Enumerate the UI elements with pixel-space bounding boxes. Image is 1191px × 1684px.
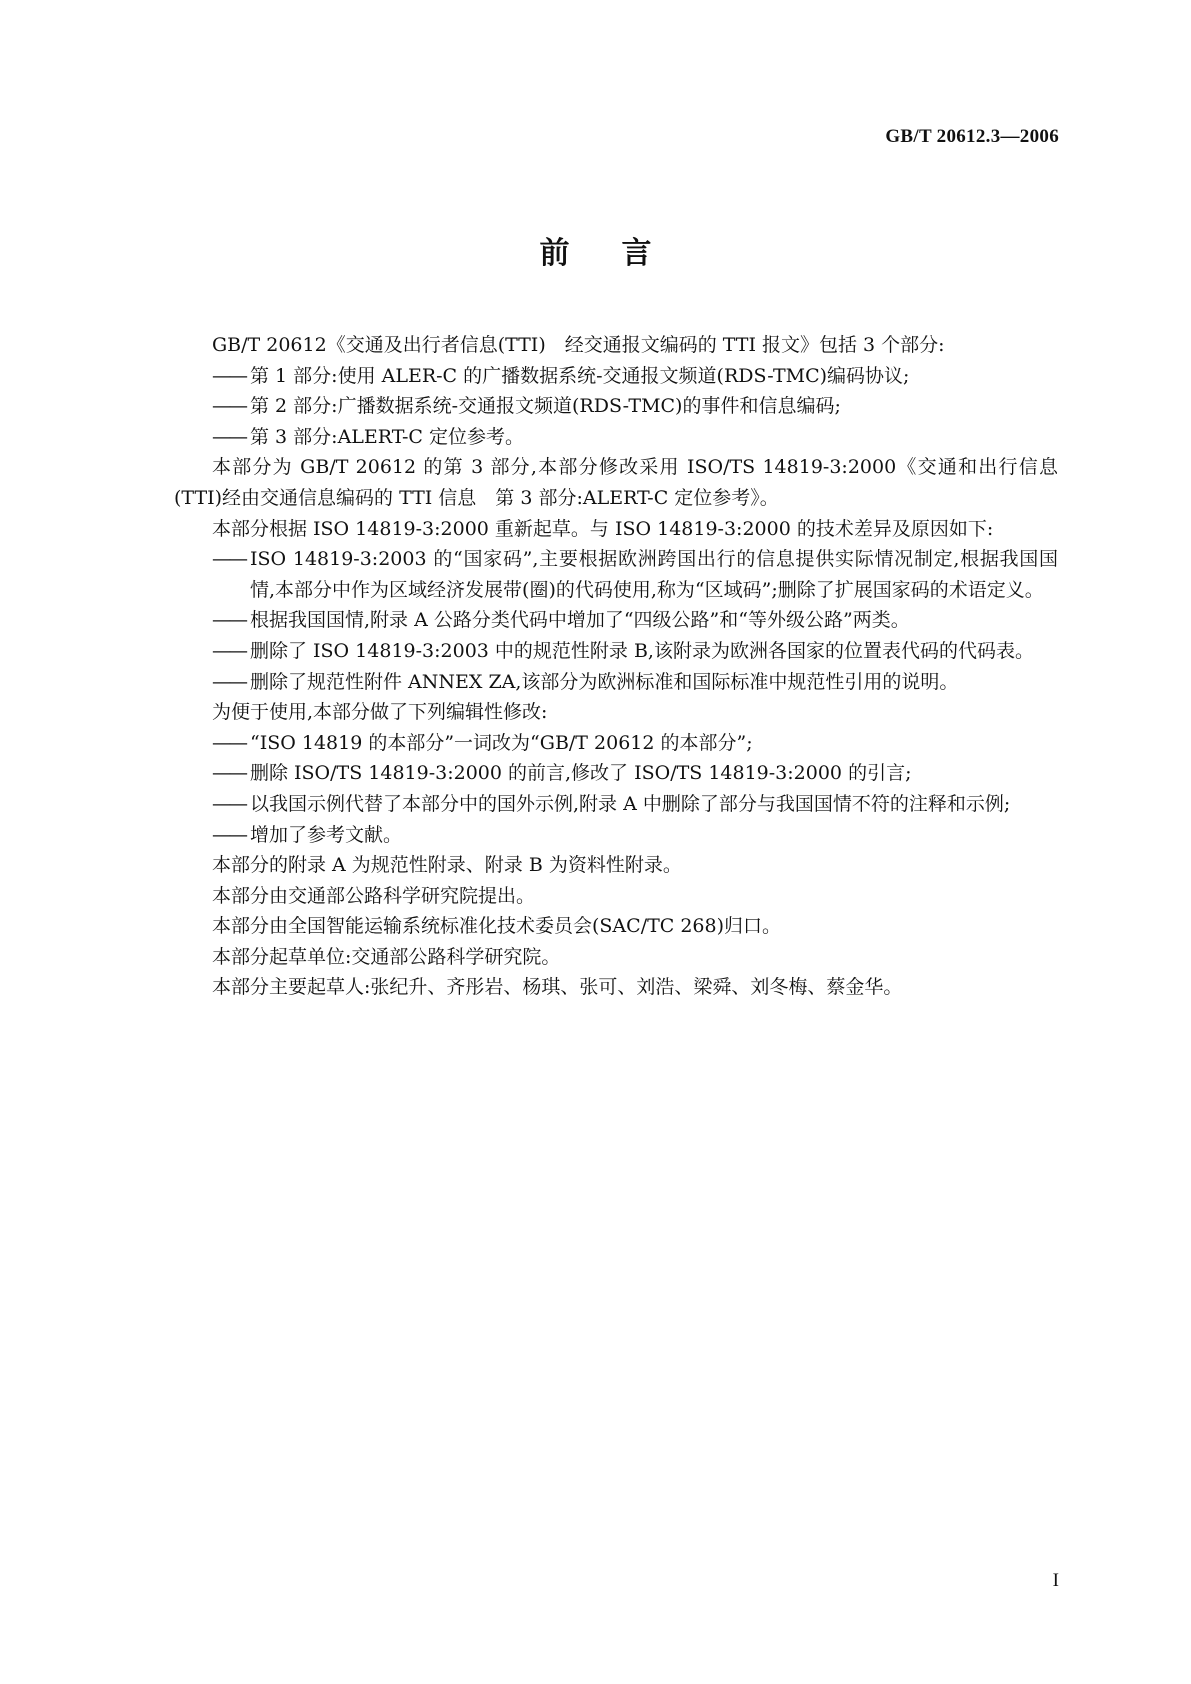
dash-marker: ——: [212, 639, 246, 662]
paragraph: [174, 697, 1058, 728]
paragraph-text: 为便于使用,本部分做了下列编辑性修改:: [212, 701, 548, 724]
dash-marker: ——: [212, 609, 246, 632]
standard-number: GB/T 20612.3—2006: [885, 126, 1059, 147]
paragraph: [174, 850, 1058, 881]
list-item: [174, 667, 1058, 698]
list-item: [174, 758, 1058, 789]
dash-marker: ——: [212, 792, 246, 815]
paragraph-text: 删除 ISO/TS 14819-3:2000 的前言,修改了 ISO/TS 14819-3:2000 的引言;: [250, 762, 912, 785]
paragraph-text: 删除了规范性附件 ANNEX ZA,该部分为欧洲标准和国际标准中规范性引用的说明。: [250, 670, 959, 693]
paragraph-text: 本部分起草单位:交通部公路科学研究院。: [212, 945, 561, 968]
list-item: [174, 728, 1058, 759]
dash-marker: ——: [212, 823, 246, 846]
paragraph: [174, 452, 1058, 513]
dash-marker: ——: [212, 670, 246, 693]
page-title: 前言: [539, 236, 704, 271]
paragraph-text: 本部分根据 ISO 14819-3:2000 重新起草。与 ISO 14819-3:2000 的技术差异及原因如下:: [212, 517, 994, 540]
list-item: [174, 789, 1058, 820]
list-item: [174, 544, 1058, 605]
dash-marker: ——: [212, 425, 246, 448]
dash-marker: ——: [212, 395, 246, 418]
paragraph-text: 第 1 部分:使用 ALER-C 的广播数据系统-交通报文频道(RDS-TMC)编码协议;: [250, 364, 910, 387]
paragraph-text: GB/T 20612《交通及出行者信息(TTI) 经交通报文编码的 TTI 报文》包括 3 个部分:: [212, 334, 945, 356]
paragraph-text: 第 2 部分:广播数据系统-交通报文频道(RDS-TMC)的事件和信息编码;: [250, 395, 841, 418]
paragraph-text: 删除了 ISO 14819-3:2003 中的规范性附录 B,该附录为欧洲各国家的位置表代码的代码表。: [250, 639, 1034, 662]
paragraph-text: 第 3 部分:ALERT-C 定位参考。: [250, 425, 524, 448]
paragraph: [174, 942, 1058, 973]
list-item: [174, 605, 1058, 636]
list-item: [174, 391, 1058, 422]
paragraph: [174, 881, 1058, 912]
paragraph-text: 增加了参考文献。: [250, 823, 403, 846]
paragraph-text: 本部分的附录 A 为规范性附录、附录 B 为资料性附录。: [212, 854, 682, 877]
dash-marker: ——: [212, 364, 246, 387]
paragraph: [174, 972, 1058, 1003]
paragraph-text: ISO 14819-3:2003 的“国家码”,主要根据欧洲跨国出行的信息提供实际情况制定,根据我国国情,本部分中作为区域经济发展带(圈)的代码使用,称为“区域码”;删除了扩展国家码的术语定义。: [250, 548, 1058, 601]
paragraph: [174, 514, 1058, 545]
foreword-body: [174, 330, 1058, 1003]
paragraph: [174, 330, 1058, 361]
paragraph: [174, 911, 1058, 942]
paragraph-text: 本部分为 GB/T 20612 的第 3 部分,本部分修改采用 ISO/TS 14819-3:2000《交通和出行信息(TTI)经由交通信息编码的 TTI 信息 第 3 部分:ALERT-C 定位参考》。: [174, 456, 1058, 509]
list-item: [174, 422, 1058, 453]
dash-marker: ——: [212, 731, 246, 754]
paragraph-text: 本部分由交通部公路科学研究院提出。: [212, 884, 536, 907]
paragraph-text: 本部分主要起草人:张纪升、齐彤岩、杨琪、张可、刘浩、梁舜、刘冬梅、蔡金华。: [212, 976, 903, 999]
paragraph-text: 以我国示例代替了本部分中的国外示例,附录 A 中删除了部分与我国国情不符的注释和示例;: [250, 792, 1011, 815]
dash-marker: ——: [212, 548, 246, 571]
paragraph-text: 根据我国国情,附录 A 公路分类代码中增加了“四级公路”和“等外级公路”两类。: [250, 609, 910, 632]
list-item: [174, 361, 1058, 392]
dash-marker: ——: [212, 762, 246, 785]
list-item: [174, 636, 1058, 667]
page-number: I: [1052, 1570, 1059, 1591]
paragraph-text: “ISO 14819 的本部分”一词改为“GB/T 20612 的本部分”;: [250, 731, 753, 754]
paragraph-text: 本部分由全国智能运输系统标准化技术委员会(SAC/TC 268)归口。: [212, 915, 782, 938]
list-item: [174, 820, 1058, 851]
